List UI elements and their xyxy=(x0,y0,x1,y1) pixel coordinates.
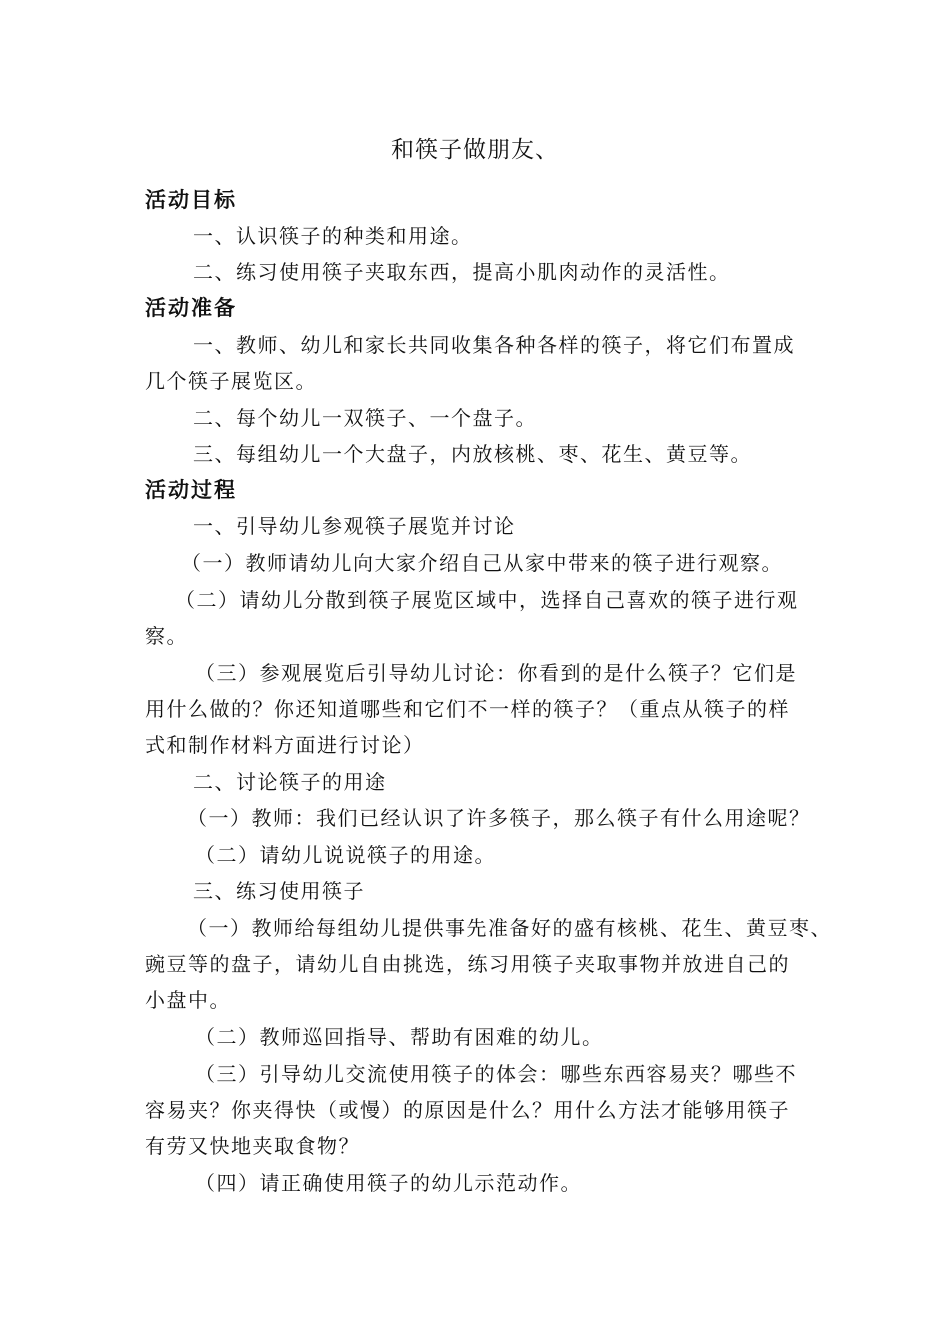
paragraph-line: 二、讨论筷子的用途 xyxy=(193,770,387,794)
paragraph-line: （二）请幼儿说说筷子的用途。 xyxy=(195,843,496,867)
process-step-3-1 xyxy=(145,910,832,1018)
goal-item-1 xyxy=(145,218,815,254)
section-heading-goals: 活动目标 xyxy=(145,188,237,212)
paragraph-line: （一）教师给每组幼儿提供事先准备好的盛有核桃、花生、黄豆枣、 xyxy=(187,916,832,940)
paragraph-line: （二）请幼儿分散到筷子展览区域中，选择自己喜欢的筷子进行观 xyxy=(175,588,799,612)
paragraph-line: 几个筷子展览区。 xyxy=(145,369,317,393)
paragraph-line: 三、每组幼儿一个大盘子，内放核桃、枣、花生、黄豆等。 xyxy=(193,442,752,466)
process-step-1-2 xyxy=(145,582,815,654)
prep-item-2 xyxy=(145,400,815,436)
process-step-1-1 xyxy=(145,545,815,581)
prep-item-3 xyxy=(145,436,815,472)
process-step-1-3 xyxy=(145,655,815,763)
paragraph-line: 三、练习使用筷子 xyxy=(193,879,365,903)
process-step-1 xyxy=(145,508,815,544)
paragraph-line: 二、练习使用筷子夹取东西，提高小肌肉动作的灵活性。 xyxy=(193,260,731,284)
paragraph-line: 式和制作材料方面进行讨论） xyxy=(145,733,425,757)
paragraph-line: 一、引导幼儿参观筷子展览并讨论 xyxy=(193,514,516,538)
section-heading-prep: 活动准备 xyxy=(145,296,237,320)
paragraph-line: 二、每个幼儿一双筷子、一个盘子。 xyxy=(193,406,537,430)
paragraph-line: 一、教师、幼儿和家长共同收集各种各样的筷子，将它们布置成 xyxy=(193,333,795,357)
process-step-3 xyxy=(145,873,815,909)
paragraph-line: （三）参观展览后引导幼儿讨论：你看到的是什么筷子？它们是 xyxy=(195,661,797,685)
paragraph-line: 一、认识筷子的种类和用途。 xyxy=(193,224,473,248)
paragraph-line: （一）教师：我们已经认识了许多筷子，那么筷子有什么用途呢？ xyxy=(187,806,811,830)
process-step-2-1 xyxy=(145,800,815,836)
paragraph-line: （三）引导幼儿交流使用筷子的体会：哪些东西容易夹？哪些不 xyxy=(195,1062,797,1086)
paragraph-line: （四）请正确使用筷子的幼儿示范动作。 xyxy=(195,1171,582,1195)
paragraph-line: 察。 xyxy=(145,624,188,648)
paragraph-line: 小盘中。 xyxy=(145,988,231,1012)
process-step-3-4 xyxy=(145,1165,815,1201)
document-title: 和筷子做朋友、 xyxy=(391,137,559,163)
process-step-3-3 xyxy=(145,1056,815,1164)
paragraph-line: （一）教师请幼儿向大家介绍自己从家中带来的筷子进行观察。 xyxy=(181,551,783,575)
prep-item-1 xyxy=(145,327,815,399)
paragraph-line: 有劳又快地夹取食物？ xyxy=(145,1134,360,1158)
paragraph-line: 用什么做的？你还知道哪些和它们不一样的筷子？（重点从筷子的样 xyxy=(145,697,790,721)
paragraph-line: （二）教师巡回指导、帮助有困难的幼儿。 xyxy=(195,1025,604,1049)
process-step-2 xyxy=(145,764,815,800)
process-step-3-2 xyxy=(145,1019,815,1055)
section-heading-process: 活动过程 xyxy=(145,478,237,502)
paragraph-line: 容易夹？你夹得快（或慢）的原因是什么？用什么方法才能够用筷子 xyxy=(145,1098,790,1122)
goal-item-2 xyxy=(145,254,815,290)
process-step-2-2 xyxy=(145,837,815,873)
paragraph-line: 豌豆等的盘子，请幼儿自由挑选，练习用筷子夹取事物并放进自己的 xyxy=(145,952,790,976)
